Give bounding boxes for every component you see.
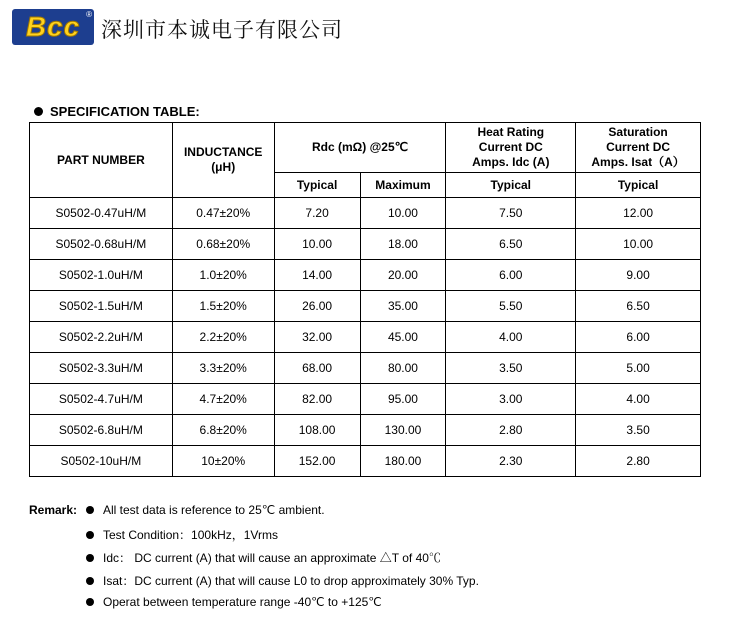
cell-idc-typical: 5.50 [446,291,576,322]
subheader-isat-typical: Typical [576,173,701,198]
cell-rdc-typical: 14.00 [274,260,360,291]
remark-text: All test data is reference to 25℃ ambient. [103,503,325,517]
cell-inductance: 2.2±20% [172,322,274,353]
cell-isat-typical: 3.50 [576,415,701,446]
header-inductance [172,123,274,198]
header-heat-rating-l1: Heat Rating [477,125,545,139]
header-saturation-l1: Saturation [608,125,668,139]
spec-title-text: SPECIFICATION TABLE: [50,104,200,119]
header-heat-rating-l2: Current DC [478,140,543,154]
cell-part-number: S0502-1.0uH/M [30,260,173,291]
logo-text: Bcc [25,11,81,42]
company-name: 深圳市本诚电子有限公司 [101,18,343,42]
bullet-icon [86,598,94,606]
header-inductance-label: INDUCTANCE [183,145,263,159]
header-heat-rating-l3: Amps. Idc (A) [472,155,550,169]
cell-inductance: 3.3±20% [172,353,274,384]
cell-rdc-maximum: 35.00 [360,291,446,322]
bullet-icon [86,531,94,539]
cell-rdc-maximum: 20.00 [360,260,446,291]
table-header-row [30,123,701,173]
remark-text: Operat between temperature range -40℃ to +125℃ [103,595,382,609]
subheader-rdc-maximum: Maximum [360,173,446,198]
remark-item [86,549,441,566]
cell-rdc-typical: 7.20 [274,198,360,229]
cell-isat-typical: 6.50 [576,291,701,322]
header-heat-rating [446,123,576,173]
cell-idc-typical: 6.50 [446,229,576,260]
cell-rdc-typical: 32.00 [274,322,360,353]
cell-part-number: S0502-10uH/M [30,446,173,477]
table-row [30,446,701,477]
remark-item [86,503,325,517]
cell-idc-typical: 4.00 [446,322,576,353]
cell-isat-typical: 10.00 [576,229,701,260]
table-body [30,198,701,477]
cell-rdc-typical: 82.00 [274,384,360,415]
remark-text: Isat：DC current (A) that will cause L0 to drop approximately 30% Typ. [103,574,479,588]
cell-part-number: S0502-4.7uH/M [30,384,173,415]
cell-inductance: 0.47±20% [172,198,274,229]
bullet-icon [34,107,43,116]
cell-part-number: S0502-0.68uH/M [30,229,173,260]
header-saturation [576,123,701,173]
table-row [30,198,701,229]
cell-rdc-maximum: 80.00 [360,353,446,384]
cell-idc-typical: 7.50 [446,198,576,229]
subheader-rdc-typical: Typical [274,173,360,198]
cell-rdc-maximum: 10.00 [360,198,446,229]
remark-text: Test Condition：100kHz，1Vrms [103,528,278,542]
bullet-icon [86,506,94,514]
registered-mark: ® [86,10,92,19]
subheader-idc-typical: Typical [446,173,576,198]
table-row [30,415,701,446]
cell-rdc-typical: 26.00 [274,291,360,322]
cell-inductance: 6.8±20% [172,415,274,446]
cell-isat-typical: 6.00 [576,322,701,353]
company-logo [12,9,94,45]
cell-rdc-typical: 152.00 [274,446,360,477]
header-saturation-l2: Current DC [606,140,671,154]
cell-isat-typical: 12.00 [576,198,701,229]
cell-rdc-typical: 68.00 [274,353,360,384]
cell-rdc-typical: 10.00 [274,229,360,260]
cell-idc-typical: 3.50 [446,353,576,384]
remark-text: Idc： DC current (A) that will cause an approximate △T of 40℃ [103,551,441,565]
cell-rdc-maximum: 130.00 [360,415,446,446]
remark-item [86,595,382,609]
cell-isat-typical: 5.00 [576,353,701,384]
cell-idc-typical: 2.30 [446,446,576,477]
cell-inductance: 4.7±20% [172,384,274,415]
remark-item [86,572,479,589]
table-row [30,260,701,291]
bullet-icon [86,554,94,562]
cell-isat-typical: 9.00 [576,260,701,291]
cell-rdc-maximum: 18.00 [360,229,446,260]
cell-idc-typical: 3.00 [446,384,576,415]
cell-rdc-maximum: 95.00 [360,384,446,415]
cell-idc-typical: 6.00 [446,260,576,291]
remark-label: Remark: [29,503,78,517]
cell-isat-typical: 2.80 [576,446,701,477]
header-saturation-l3: Amps. Isat（A） [591,155,685,169]
header-part-number: PART NUMBER [30,123,173,198]
cell-rdc-typical: 108.00 [274,415,360,446]
header-rdc: Rdc (mΩ) @25℃ [274,123,446,173]
table-row [30,384,701,415]
cell-rdc-maximum: 180.00 [360,446,446,477]
cell-inductance: 1.0±20% [172,260,274,291]
cell-part-number: S0502-3.3uH/M [30,353,173,384]
cell-inductance: 0.68±20% [172,229,274,260]
cell-part-number: S0502-1.5uH/M [30,291,173,322]
cell-rdc-maximum: 45.00 [360,322,446,353]
table-row [30,353,701,384]
cell-part-number: S0502-2.2uH/M [30,322,173,353]
specification-table [29,122,701,477]
table-row [30,291,701,322]
bullet-icon [86,577,94,585]
cell-idc-typical: 2.80 [446,415,576,446]
table-row [30,322,701,353]
spec-section-title [34,104,200,119]
cell-part-number: S0502-6.8uH/M [30,415,173,446]
cell-isat-typical: 4.00 [576,384,701,415]
cell-inductance: 10±20% [172,446,274,477]
remark-item [86,526,278,543]
cell-part-number: S0502-0.47uH/M [30,198,173,229]
header-inductance-unit: (μH) [211,160,236,174]
cell-inductance: 1.5±20% [172,291,274,322]
table-row [30,229,701,260]
